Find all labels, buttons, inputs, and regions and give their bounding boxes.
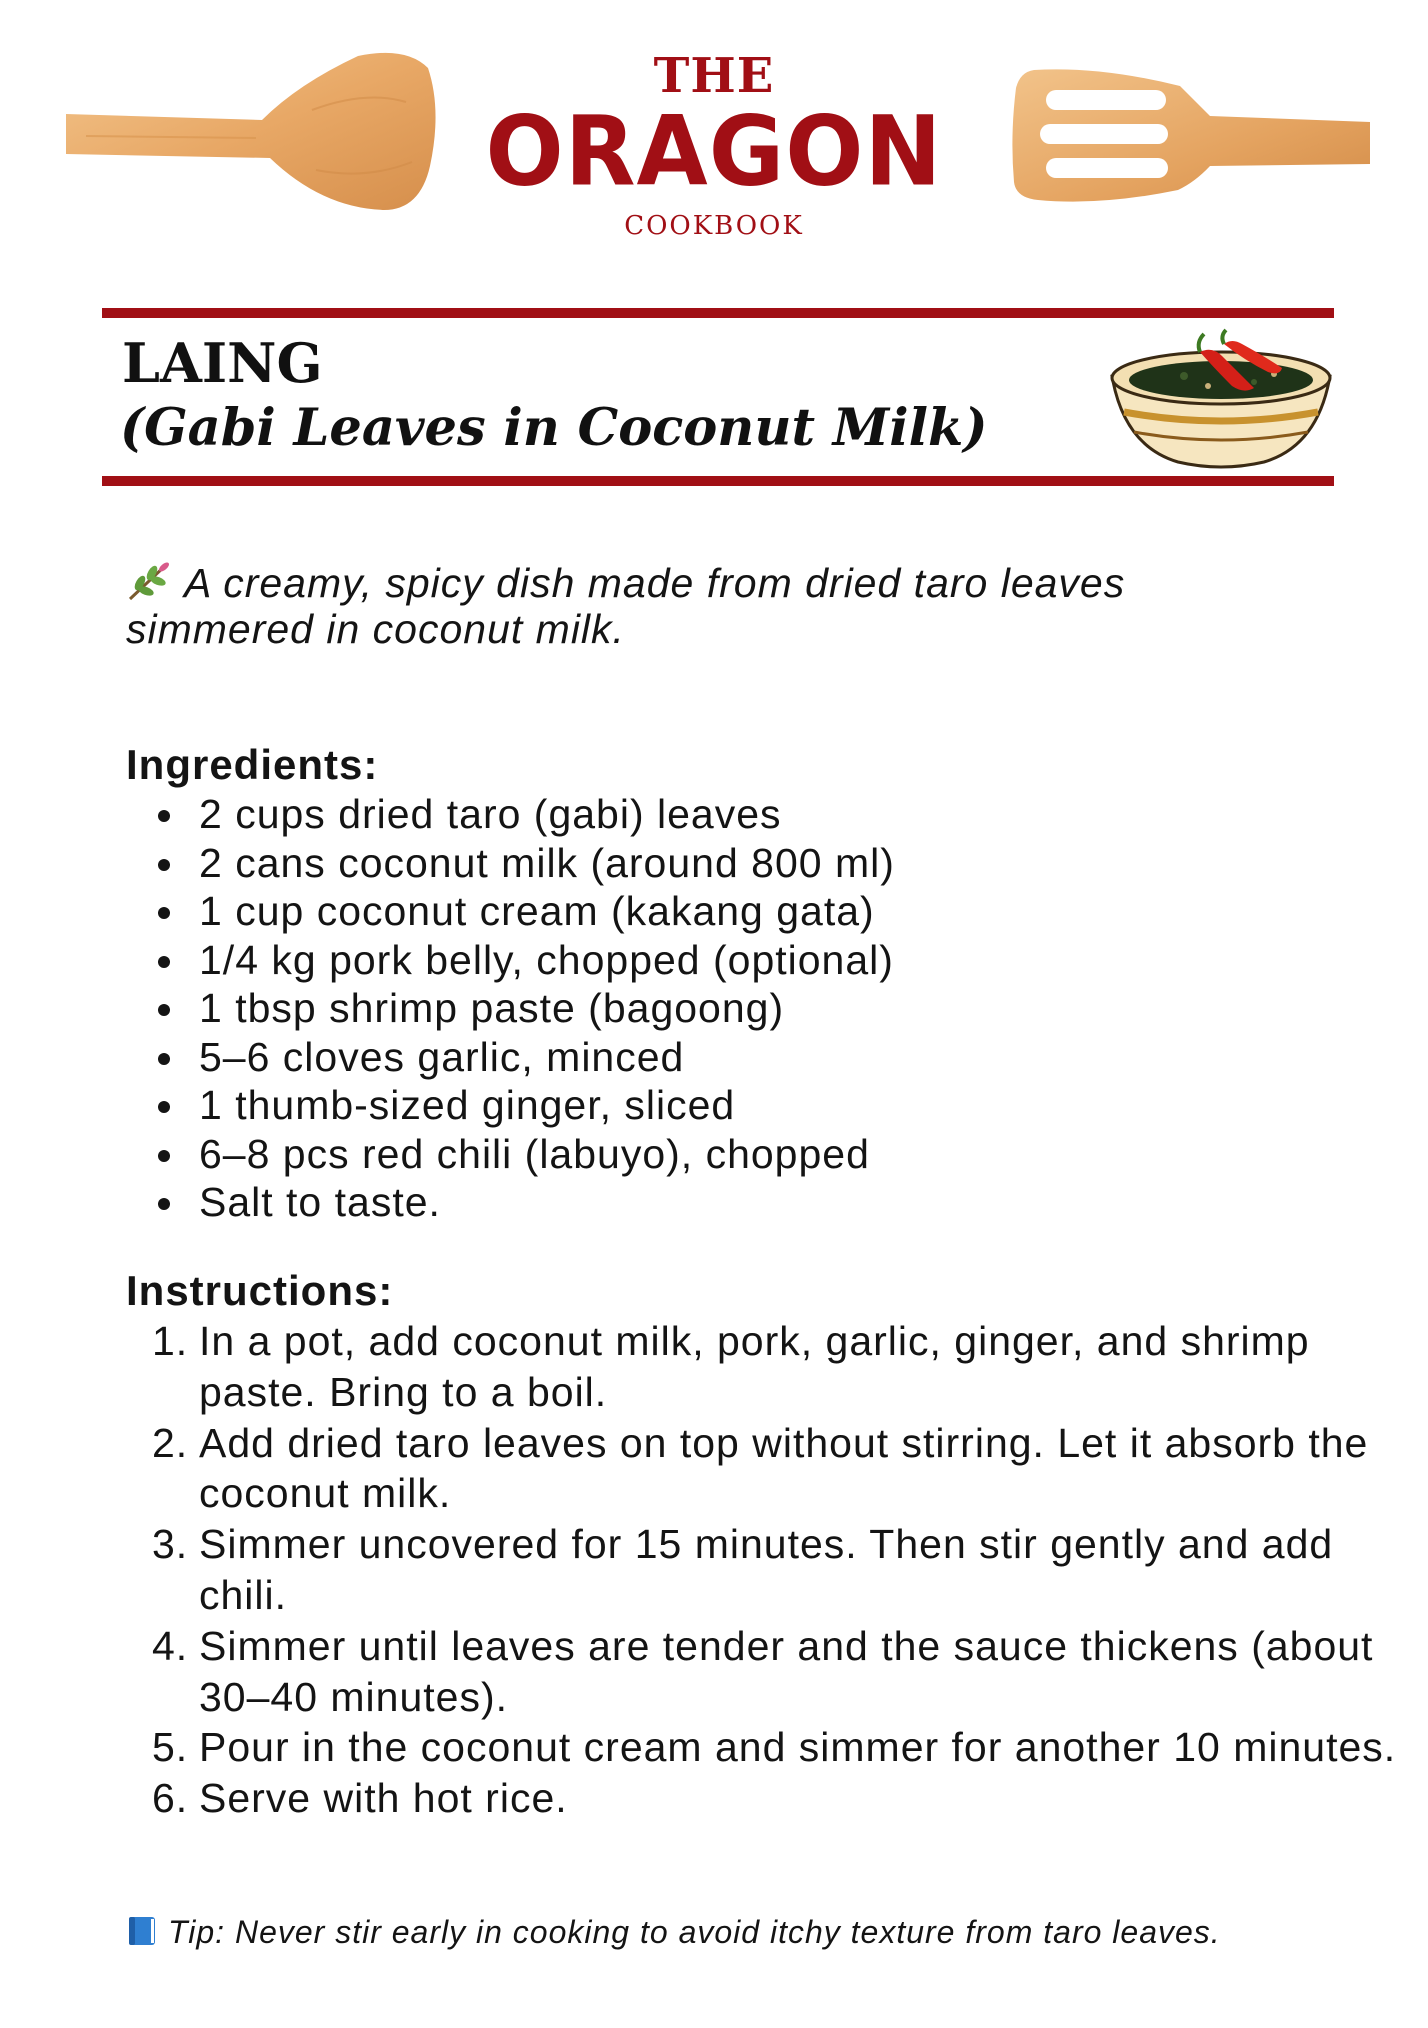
instruction-step: [126, 1621, 1409, 1723]
step-number: 6.: [152, 1775, 189, 1822]
laing-bowl-icon: [1104, 326, 1338, 472]
step-number: 2.: [152, 1419, 189, 1466]
step-text: In a pot, add coconut milk, pork, garlic, ginger, and shrimp paste. Bring to a boil.: [199, 1318, 1310, 1415]
ingredient-item: 1 thumb-sized ginger, sliced: [126, 1081, 1306, 1130]
step-text: Add dried taro leaves on top without stirring. Let it absorb the coconut milk.: [199, 1419, 1369, 1517]
step-text: Simmer until leaves are tender and the sauce thickens (about 30–40 minutes).: [199, 1622, 1374, 1720]
step-number: 4.: [152, 1622, 189, 1669]
ingredients-heading: Ingredients:: [126, 741, 379, 788]
brand-the: THE: [653, 48, 775, 104]
instructions-heading: Instructions:: [126, 1267, 394, 1314]
step-number: 1.: [152, 1318, 189, 1364]
wooden-spatula-icon: [66, 50, 440, 215]
herb-sprig-icon: [126, 561, 170, 601]
ingredient-item: 6–8 pcs red chili (labuyo), chopped: [126, 1130, 1306, 1179]
ingredient-item: 1/4 kg pork belly, chopped (optional): [126, 936, 1306, 985]
ingredient-item: 1 tbsp shrimp paste (bagoong): [126, 984, 1306, 1033]
recipe-title: LAING: [122, 331, 323, 395]
ingredient-item: 2 cans coconut milk (around 800 ml): [126, 839, 1306, 888]
ingredient-item: 1 cup coconut cream (kakang gata): [126, 887, 1306, 936]
ingredients-list: [126, 790, 1306, 1227]
brand-logo: [450, 48, 978, 242]
ingredient-item: Salt to taste.: [126, 1178, 1306, 1227]
instructions-section: [126, 1266, 1397, 1824]
instructions-list: [126, 1316, 1397, 1824]
instruction-step: [126, 1773, 1409, 1824]
step-number: 5.: [152, 1724, 189, 1771]
bottom-divider: [102, 476, 1334, 486]
slotted-spatula-icon: [1010, 66, 1370, 206]
brand-subtitle: COOKBOOK: [624, 211, 804, 241]
step-number: 3.: [152, 1521, 189, 1568]
instruction-step: [126, 1316, 1409, 1418]
step-text: Serve with hot rice.: [199, 1775, 568, 1822]
brand-name: ORAGON: [485, 95, 943, 208]
step-text: Pour in the coconut cream and simmer for another 10 minutes.: [199, 1724, 1397, 1771]
blue-book-icon: [126, 1915, 158, 1947]
cooking-tip: [126, 1914, 1306, 1950]
intro-text: A creamy, spicy dish made from dried taro leaves simmered in coconut milk.: [126, 560, 1126, 652]
top-divider: [102, 308, 1334, 318]
ingredient-item: 2 cups dried taro (gabi) leaves: [126, 790, 1306, 839]
instruction-step: [126, 1722, 1409, 1773]
ingredients-section: [126, 740, 1306, 1227]
step-text: Simmer uncovered for 15 minutes. Then stir gently and add chili.: [199, 1521, 1334, 1618]
recipe-subtitle: (Gabi Leaves in Coconut Milk): [120, 398, 988, 458]
recipe-intro: [126, 560, 1306, 652]
ingredient-item: 5–6 cloves garlic, minced: [126, 1033, 1306, 1082]
tip-text: Tip: Never stir early in cooking to avoid itchy texture from taro leaves.: [168, 1914, 1221, 1950]
instruction-step: [126, 1519, 1409, 1621]
instruction-step: [126, 1418, 1409, 1520]
